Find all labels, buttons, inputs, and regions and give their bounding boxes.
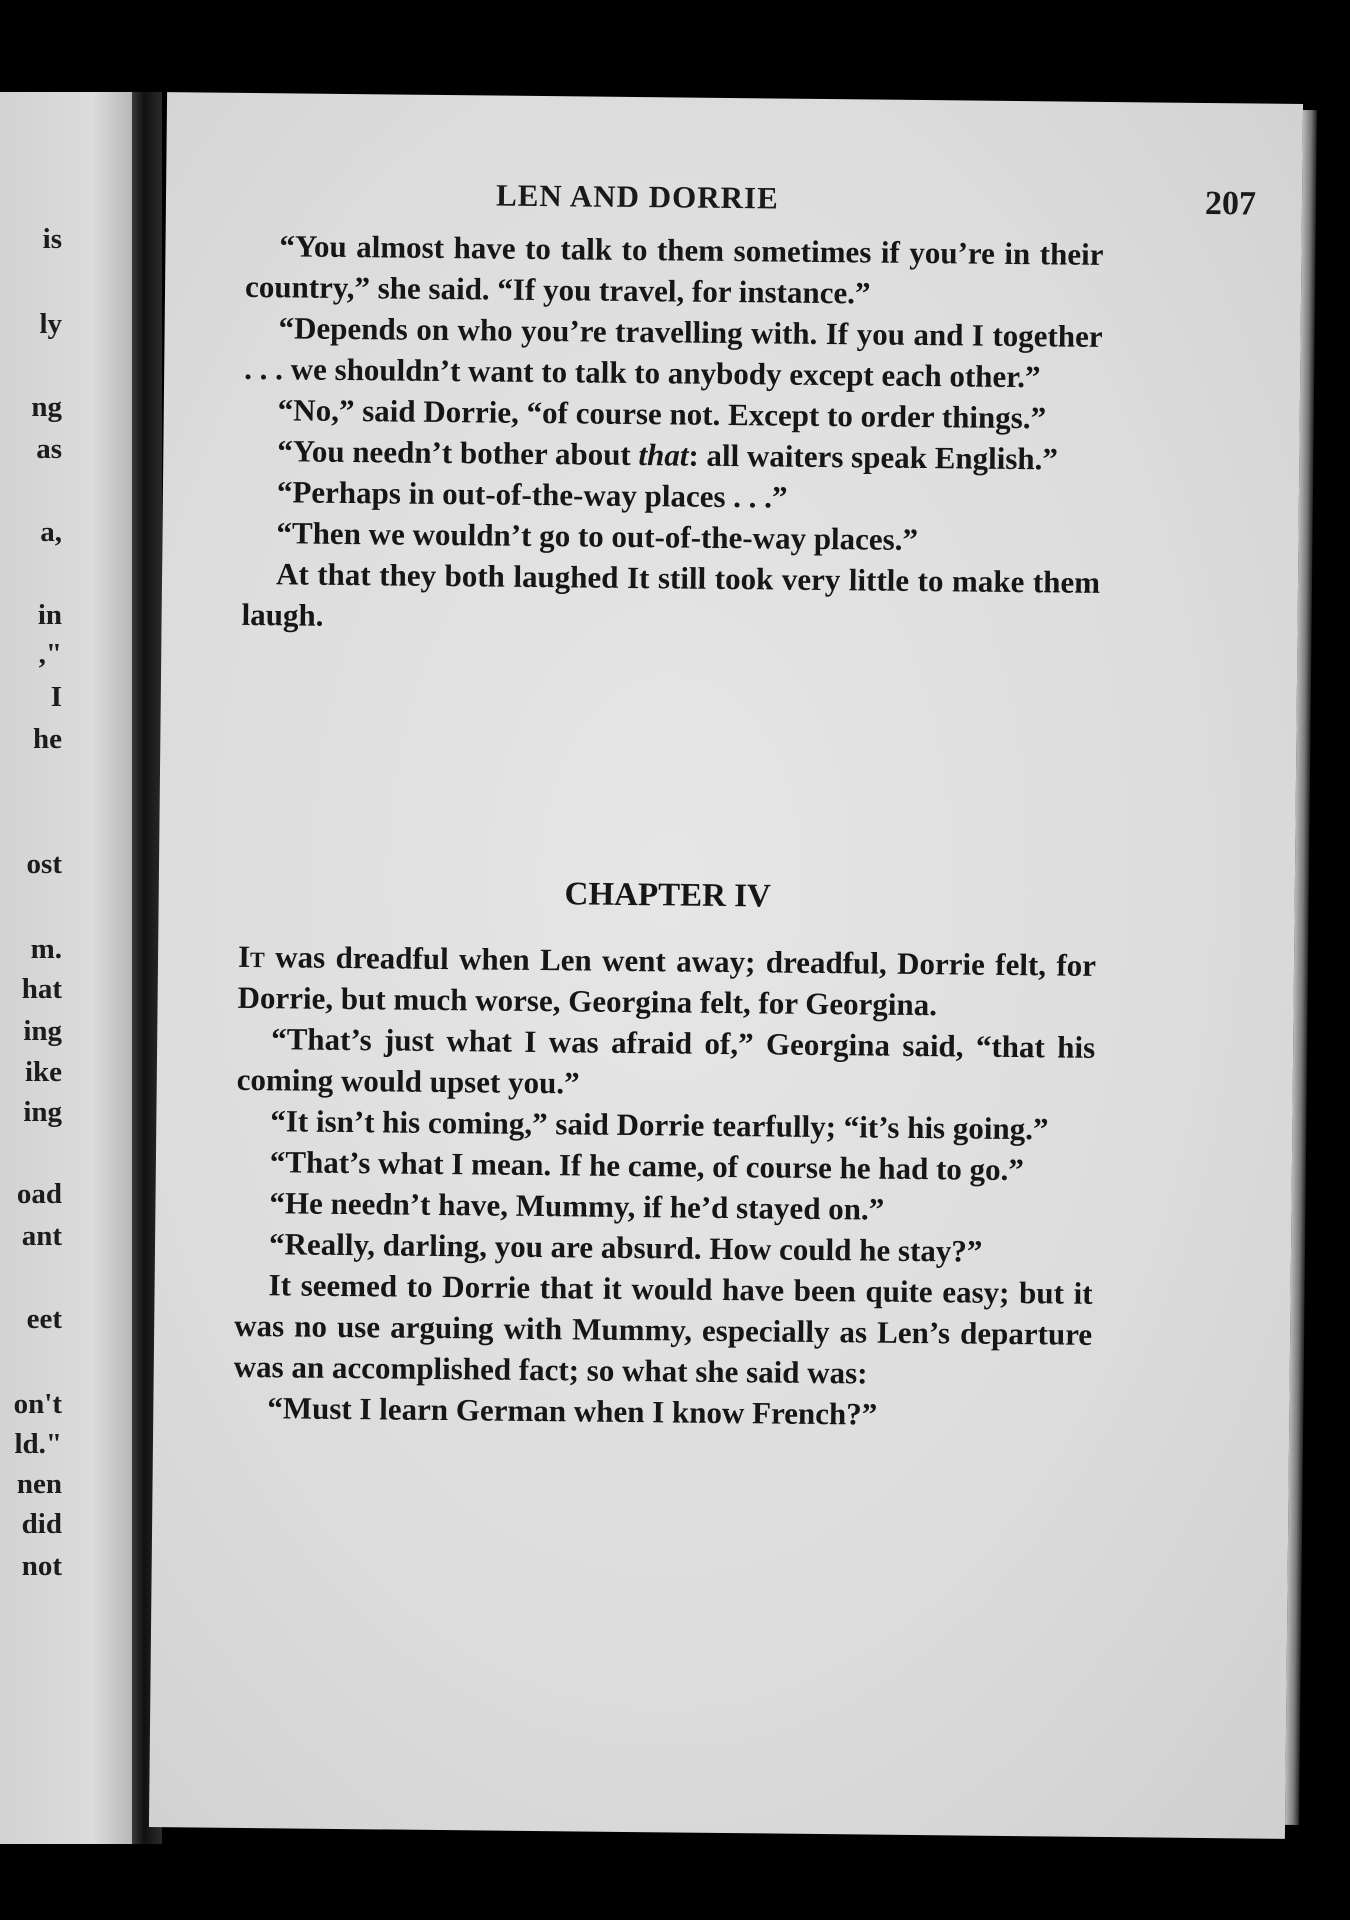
left-page-text-fragment: in xyxy=(37,599,62,631)
left-page-text-fragment: on't xyxy=(13,1388,62,1420)
paragraph: “He needn’t have, Mummy, if he’d stayed on.” xyxy=(269,1185,885,1227)
left-page-text-fragment: as xyxy=(36,433,62,465)
left-facing-page xyxy=(0,92,132,1844)
left-page-text-fragment: is xyxy=(42,223,62,255)
paragraph: “Depends on who you’re travelling with. If you and I together . . . we shouldn’t want to talk to anybody except each other.” xyxy=(244,310,1103,395)
paragraph: “Then we wouldn’t go to out-of-the-way places.” xyxy=(276,515,919,557)
chapter-opening-paragraph xyxy=(237,936,1096,1027)
chapter-heading: CHAPTER IV xyxy=(564,876,772,915)
left-page-text-fragment: did xyxy=(21,1508,62,1540)
left-page-text-fragment: ld." xyxy=(14,1428,62,1460)
paragraph: “It isn’t his coming,” said Dorrie tearfully; “it’s his going.” xyxy=(270,1103,1049,1147)
left-page-text-fragment: ant xyxy=(21,1220,62,1252)
text-block-top xyxy=(241,225,1103,644)
left-page-text-fragment: he xyxy=(33,723,62,755)
left-page-text-fragment: ly xyxy=(39,308,62,340)
left-page-text-fragment: ng xyxy=(31,391,62,423)
left-page-text-fragment: hat xyxy=(21,973,62,1005)
left-page-text-fragment: a, xyxy=(40,516,62,548)
emphasis: that xyxy=(638,437,689,473)
left-page-text-fragment: m. xyxy=(30,933,62,965)
left-page-text-fragment: oad xyxy=(16,1178,62,1210)
left-page-text-fragment: ost xyxy=(26,848,62,880)
text-run: was dreadful when Len went away; dreadful, Dorrie felt, for Dorrie, but much worse, Georgina felt, for Georgina. xyxy=(237,939,1097,1023)
left-page-text-fragment: nen xyxy=(16,1468,62,1500)
text-run: : all waiters speak English.” xyxy=(688,437,1059,477)
paragraph: At that they both laughed It still took very little to make them laugh. xyxy=(241,556,1101,633)
paragraph: “Perhaps in out-of-the-way places . . .” xyxy=(276,474,788,515)
text-block-bottom xyxy=(233,936,1096,1437)
paragraph: It seemed to Dorrie that it would have been quite easy; but it was no use arguing with Mummy, especially as Len’s departure was an accomplished fact; so what she said was: xyxy=(233,1267,1093,1391)
small-caps-opening: It xyxy=(237,938,266,975)
text-run: “You needn’t bother about xyxy=(277,433,639,473)
paragraph: “That’s what I mean. If he came, of course he had to go.” xyxy=(269,1144,1025,1188)
page-number: 207 xyxy=(1204,184,1257,223)
paragraph: “Must I learn German when I know French?” xyxy=(267,1390,878,1432)
paragraph: “That’s just what I was afraid of,” Georgina said, “that his coming would upset you.” xyxy=(236,1021,1096,1101)
left-page-text-fragment: ike xyxy=(24,1056,62,1088)
left-page-text-fragment: I xyxy=(50,681,62,713)
left-page-text-fragment: not xyxy=(21,1550,62,1582)
paragraph: “Really, darling, you are absurd. How could he stay?” xyxy=(268,1226,983,1269)
left-page-text-fragment: eet xyxy=(26,1303,62,1335)
left-page-text-fragment: ing xyxy=(23,1015,62,1047)
book-page xyxy=(149,92,1303,1839)
left-page-text-fragment: ," xyxy=(38,638,62,670)
paragraph: “You almost have to talk to them sometimes if you’re in their country,” she said. “If you travel, for instance.” xyxy=(244,228,1104,311)
running-title: LEN AND DORRIE xyxy=(495,177,779,216)
paragraph: “No,” said Dorrie, “of course not. Except to order things.” xyxy=(277,392,1047,436)
page-header xyxy=(495,177,1257,223)
left-page-text-fragment: ing xyxy=(23,1096,62,1128)
